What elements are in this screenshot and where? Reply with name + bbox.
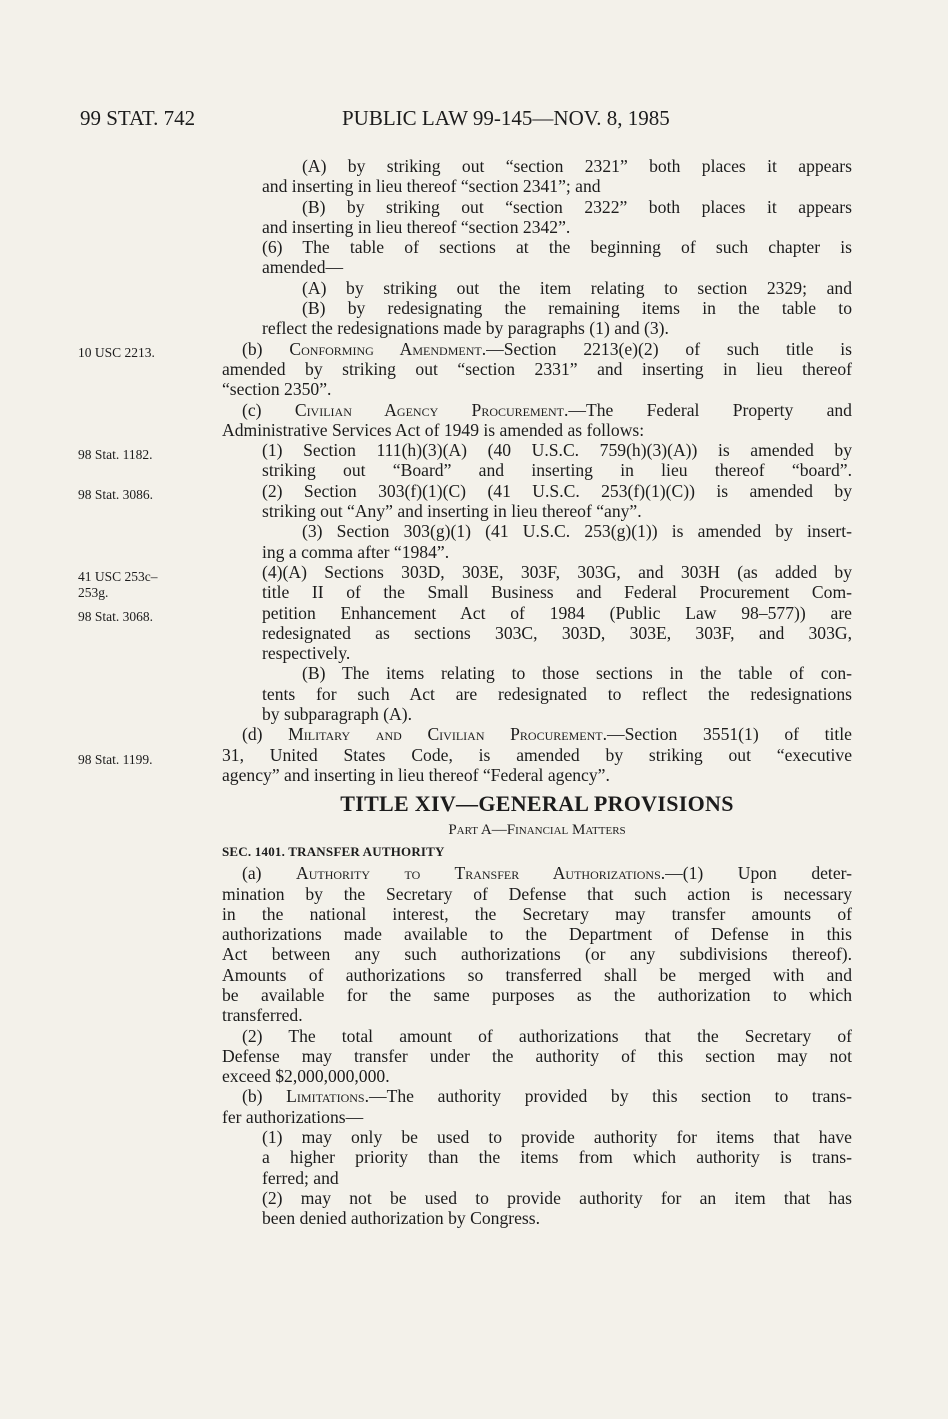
- text-fragment: (d): [242, 724, 289, 745]
- text-line: “section 2350”.: [222, 379, 332, 400]
- text-line: (A) by striking out the item relating to section 2329; and: [302, 277, 852, 298]
- text-line: [222, 400, 852, 420]
- text-line: Amounts of authorizations so transferred shall be merged with and: [222, 964, 852, 985]
- text-fragment: (a): [242, 863, 297, 884]
- part-heading: Part A—Financial Matters: [448, 822, 626, 839]
- text-line: striking out “Board” and inserting in lieu thereof “board”.: [262, 460, 852, 481]
- section-heading: SEC. 1401. TRANSFER AUTHORITY: [222, 844, 445, 860]
- text-fragment: .—The Federal Property and: [564, 399, 852, 420]
- text-line: in the national interest, the Secretary may transfer amounts of: [222, 903, 852, 924]
- text-fragment: .—Section 2213(e)(2) of such title is: [481, 338, 852, 359]
- text-line: tents for such Act are redesignated to reflect the redesignations: [262, 683, 852, 704]
- text-line: agency” and inserting in lieu thereof “Federal agency”.: [222, 764, 610, 785]
- margin-note: 41 USC 253c–: [78, 569, 158, 584]
- text-fragment: .—The authority provided by this section to trans-: [364, 1086, 852, 1107]
- margin-note: 98 Stat. 3068.: [78, 609, 154, 624]
- text-line: mination by the Secretary of Defense that such action is necessary: [222, 883, 852, 904]
- text-line: [222, 863, 852, 883]
- text-line: amended—: [262, 257, 344, 278]
- running-title: PUBLIC LAW 99-145—NOV. 8, 1985: [342, 106, 670, 130]
- title-heading: TITLE XIV—GENERAL PROVISIONS: [340, 791, 734, 817]
- text-line: (A) by striking out “section 2321” both places it appears: [302, 156, 852, 176]
- margin-note: 10 USC 2213.: [78, 345, 155, 360]
- subsection-heading: Military and Civilian Procurement: [288, 724, 603, 745]
- subsection-heading: Authority to Transfer Authorizations: [296, 863, 661, 884]
- text-line: fer authorizations—: [222, 1106, 364, 1127]
- text-line: (B) by redesignating the remaining items in the table to: [302, 298, 852, 319]
- text-fragment: (b): [242, 1086, 287, 1107]
- text-line: [222, 1086, 852, 1106]
- text-line: be available for the same purposes as the authorization to which: [222, 984, 852, 1005]
- text-line: (4)(A) Sections 303D, 303E, 303F, 303G, and 303H (as added by: [262, 561, 852, 582]
- text-line: and inserting in lieu thereof “section 2342”.: [262, 216, 571, 237]
- text-line: a higher priority than the items from which authority is trans-: [262, 1147, 852, 1168]
- text-line: reflect the redesignations made by paragraphs (1) and (3).: [262, 318, 669, 339]
- document-body: [222, 156, 852, 1229]
- text-line: title II of the Small Business and Federal Procurement Com-: [262, 582, 852, 603]
- page-header: [0, 106, 948, 136]
- text-line: Act between any such authorizations (or any subdivisions thereof).: [222, 944, 852, 965]
- text-line: transferred.: [222, 1005, 303, 1026]
- text-line: (2) Section 303(f)(1)(C) (41 U.S.C. 253(f)(1)(C)) is amended by: [262, 480, 852, 501]
- text-line: by subparagraph (A).: [262, 704, 412, 725]
- text-line: authorizations made available to the Department of Defense in this: [222, 924, 852, 945]
- text-line: (3) Section 303(g)(1) (41 U.S.C. 253(g)(1)) is amended by insert-: [302, 521, 852, 542]
- text-line: striking out “Any” and inserting in lieu thereof “any”.: [262, 501, 642, 522]
- text-line: respectively.: [262, 643, 351, 664]
- subsection-heading: Limitations: [286, 1086, 365, 1107]
- text-line: (1) Section 111(h)(3)(A) (40 U.S.C. 759(h)(3)(A)) is amended by: [262, 440, 852, 461]
- text-line: (2) The total amount of authorizations that the Secretary of: [242, 1025, 852, 1046]
- text-fragment: (b): [242, 338, 290, 359]
- text-line: (2) may not be used to provide authority for an item that has: [262, 1187, 852, 1208]
- text-line: (6) The table of sections at the beginning of such chapter is: [262, 237, 852, 258]
- margin-note: 98 Stat. 1182.: [78, 447, 153, 462]
- text-line: amended by striking out “section 2331” and inserting in lieu thereof: [222, 358, 852, 379]
- margin-note: 98 Stat. 1199.: [78, 752, 153, 767]
- margin-note: 98 Stat. 3086.: [78, 487, 154, 502]
- text-line: and inserting in lieu thereof “section 2341”; and: [262, 176, 601, 197]
- text-fragment: .—(1) Upon deter-: [660, 863, 852, 884]
- text-line: [222, 339, 852, 359]
- page-number: 99 STAT. 742: [80, 106, 196, 130]
- text-line: 31, United States Code, is amended by striking out “executive: [222, 744, 852, 765]
- text-line: (B) by striking out “section 2322” both places it appears: [302, 196, 852, 217]
- text-line: (B) The items relating to those sections in the table of con-: [302, 663, 852, 684]
- subsection-heading: Conforming Amendment: [289, 338, 482, 359]
- text-line: petition Enhancement Act of 1984 (Public Law 98–577)) are: [262, 602, 852, 623]
- text-line: (1) may only be used to provide authority for items that have: [262, 1127, 852, 1148]
- text-line: redesignated as sections 303C, 303D, 303E, 303F, and 303G,: [262, 622, 852, 643]
- text-line: Administrative Services Act of 1949 is amended as follows:: [222, 419, 645, 440]
- text-line: [222, 724, 852, 744]
- text-line: exceed $2,000,000,000.: [222, 1066, 390, 1087]
- text-line: Defense may transfer under the authority of this section may not: [222, 1045, 852, 1066]
- text-line: ferred; and: [262, 1167, 339, 1188]
- margin-note: 253g.: [78, 585, 109, 600]
- text-line: been denied authorization by Congress.: [262, 1208, 541, 1229]
- subsection-heading: Civilian Agency Procurement: [294, 399, 564, 420]
- text-fragment: .—Section 3551(1) of title: [602, 724, 852, 745]
- text-fragment: (c): [242, 399, 295, 420]
- text-line: ing a comma after “1984”.: [262, 541, 450, 562]
